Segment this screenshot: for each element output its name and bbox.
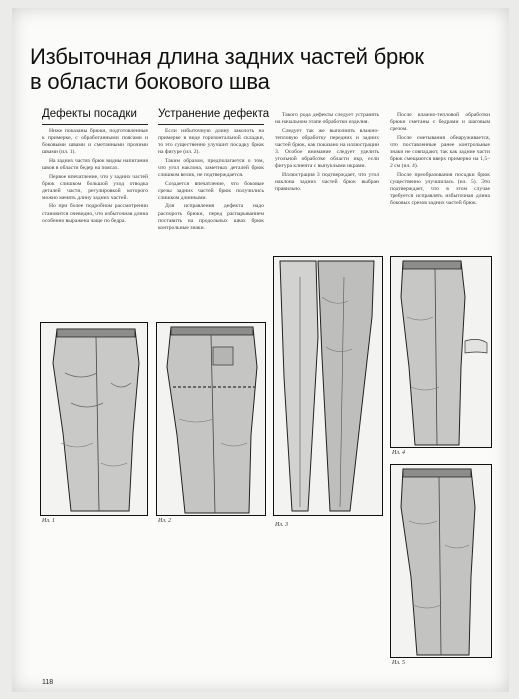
figure-1-caption: Ил. 1 xyxy=(42,518,55,524)
paragraph: После преобразования посадки брюк существенно улучшилась (ил. 5). Это подтверждает, что в этом случае требуется исправлять избыточная длина боковых срезов задних частей брюк. xyxy=(390,171,490,207)
figure-3-trousers-flat-illustration xyxy=(273,256,383,516)
figure-2-caption: Ил. 2 xyxy=(158,518,171,524)
paragraph: На задних частях брюк видны напитания швов в области бедер на поясах. xyxy=(42,157,148,171)
paragraph: После сметывания обнаруживается, что поставленные ранее контрольные знаки не совпадают, так как задние части брюк смещаются вверх примерно на 1,5–2 см (ил. 4). xyxy=(390,134,490,170)
column-1-rule xyxy=(42,124,148,125)
figure-2-trousers-illustration xyxy=(156,322,266,516)
column-1-heading: Дефекты посадки xyxy=(42,108,137,120)
column-1-text xyxy=(42,128,148,226)
paragraph: Такого рода дефекты следует устранять на начальном этапе обработки изделия. xyxy=(275,112,379,126)
paragraph: Следует так же выполнять влажно-тепловую обработку передних и задних частей брюк, как показано на иллюстрации 3. Особое внимание следует уделить угольной обработке области икр, если фигура клиента с выпуклыми икрами. xyxy=(275,127,379,170)
column-2-rule xyxy=(158,124,264,125)
page-title-line-1: Избыточная длина задних частей брюк xyxy=(30,44,424,69)
paragraph: Иллюстрация 3 подтверждает, что угол наклона задних частей брюк выбран правильно. xyxy=(275,171,379,192)
column-2-text xyxy=(158,128,264,233)
paragraph: Но при более подробном рассмотрении становится очевидно, что избыточная длина особенно выражена чаще по бедра. xyxy=(42,203,148,224)
paragraph: Если избыточную длину заколоть на примерке в виде горизонтальной складки, то это существенно улучшит посадку брюк на фигуре (ил. 2). xyxy=(158,128,264,156)
paragraph: Для исправления дефекта надо распороть брюки, перед распарыванием поставить на продольных швах брюк контрольные знаки. xyxy=(158,203,264,231)
page-title-line-2: в области бокового шва xyxy=(30,69,270,94)
column-4-text xyxy=(390,112,490,209)
page-number: 118 xyxy=(42,679,54,686)
figure-3-caption: Ил. 3 xyxy=(275,522,288,528)
figure-5-caption: Ил. 5 xyxy=(392,660,405,666)
column-2-heading: Устранение дефекта xyxy=(158,108,270,120)
page-title xyxy=(30,44,490,94)
paragraph: Создается впечатление, что боковые срезы задних частей брюк получились слишком длинными. xyxy=(158,180,264,201)
figure-5-trousers-illustration xyxy=(390,464,492,658)
paragraph: Таким образом, предполагается о том, что угол наклона, заметных деталей брюк слишком велик, не подтверждается. xyxy=(158,157,264,179)
figure-4-trousers-illustration xyxy=(390,256,492,448)
column-3-text xyxy=(275,112,379,195)
paragraph: После влажно-тепловой обработки брюки сметаны с бедрами и шаговым срезом. xyxy=(390,112,490,133)
paragraph: Первое впечатление, что у задних частей брюк слишком большой уход отводка деталей части, регулировкой которого можно менять длину задних частей. xyxy=(42,173,148,201)
figure-1-trousers-illustration xyxy=(40,322,148,516)
figure-4-caption: Ил. 4 xyxy=(392,450,405,456)
paragraph: Ниже показаны брюки, подготовленные к примерке, с обработанными поясами и боковыми швами и сметанными прочими швами (ил. 1). xyxy=(42,128,148,156)
